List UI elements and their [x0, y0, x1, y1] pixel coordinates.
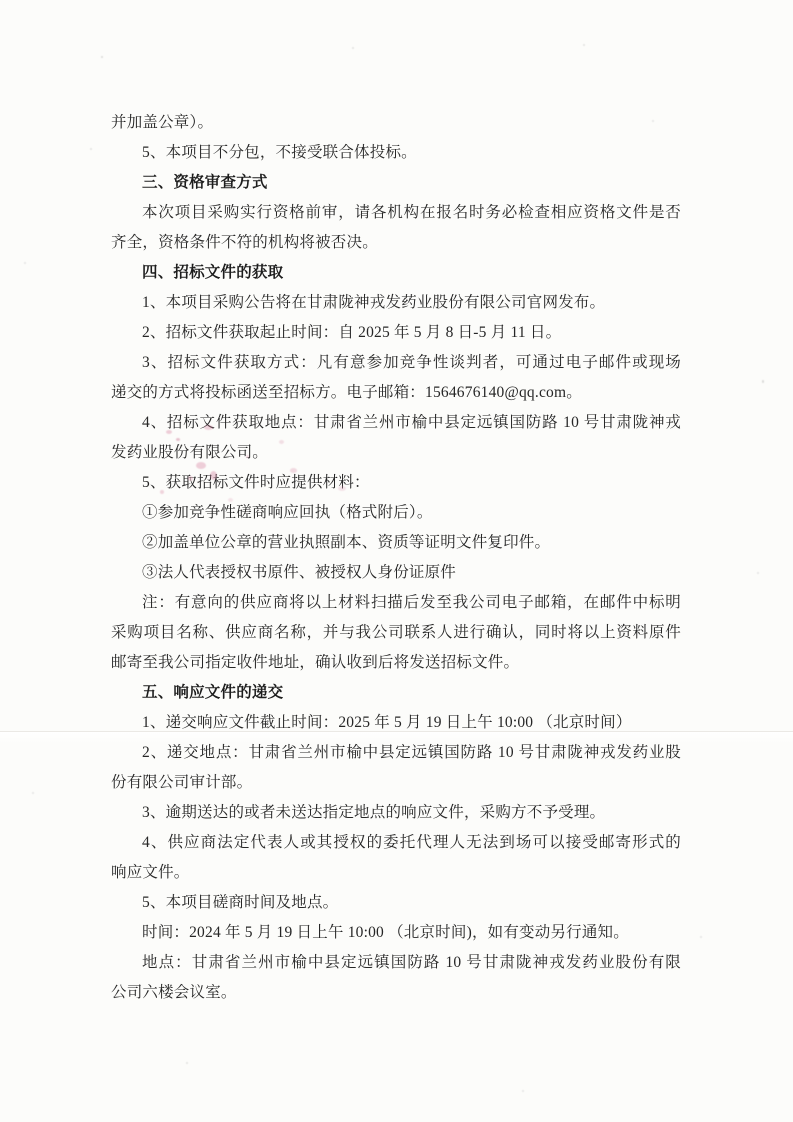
document-line: 5、本项目磋商时间及地点。 — [142, 894, 339, 911]
scan-speck — [101, 56, 103, 58]
document-line: 响应文件。 — [111, 864, 190, 881]
document-line: ②加盖单位公章的营业执照副本、资质等证明文件复印件。 — [142, 534, 551, 551]
scan-speck — [762, 380, 764, 383]
document-line: ①参加竞争性磋商响应回执（格式附后）。 — [142, 504, 433, 521]
document-line: 地点：甘肃省兰州市榆中县定远镇国防路 10 号甘肃陇神戎发药业股份有限 — [142, 954, 681, 971]
document-line: 邮寄至我公司指定收件地址，确认收到后将发送招标文件。 — [111, 654, 520, 671]
scan-speck — [757, 572, 759, 574]
document-line: 时间：2024 年 5 月 19 日上午 10:00 （北京时间)，如有变动另行通知。 — [142, 924, 629, 941]
document-line: 发药业股份有限公司。 — [111, 444, 269, 461]
document-line: 注：有意向的供应商将以上材料扫描后发至我公司电子邮箱，在邮件中标明 — [142, 594, 681, 611]
scan-speck — [583, 44, 585, 46]
document-line: 4、供应商法定代表人或其授权的委托代理人无法到场可以接受邮寄形式的 — [142, 834, 681, 851]
document-line: 2、招标文件获取起止时间：自 2025 年 5 月 8 日-5 月 11 日。 — [142, 324, 562, 341]
document-line: 3、逾期送达的或者未送达指定地点的响应文件，采购方不予受理。 — [142, 804, 606, 821]
document-line: 1、递交响应文件截止时间：2025 年 5 月 19 日上午 10:00 （北京时间） — [142, 714, 632, 731]
document-line: 本次项目采购实行资格前审，请各机构在报名时务必检查相应资格文件是否 — [142, 204, 681, 221]
section-heading: 三、资格审查方式 — [142, 174, 268, 191]
document-line: 3、招标文件获取方式：凡有意参加竞争性谈判者，可通过电子邮件或现场 — [142, 354, 681, 371]
document-line: 递交的方式将投标函送至招标方。电子邮箱：1564676140@qq.com。 — [111, 384, 582, 401]
document-line: 采购项目名称、供应商名称，并与我公司联系人进行确认，同时将以上资料原件 — [111, 624, 681, 641]
scan-speck — [186, 1062, 188, 1064]
document-line: 公司六楼会议室。 — [111, 984, 237, 1001]
section-heading: 五、响应文件的递交 — [142, 684, 284, 701]
document-line: 1、本项目采购公告将在甘肃陇神戎发药业股份有限公司官网发布。 — [142, 294, 606, 311]
document-line: 4、招标文件获取地点：甘肃省兰州市榆中县定远镇国防路 10 号甘肃陇神戎 — [142, 414, 681, 431]
document-line: 5、获取招标文件时应提供材料： — [142, 474, 370, 491]
document-line: 齐全，资格条件不符的机构将被否决。 — [111, 234, 378, 251]
scan-speck — [90, 148, 92, 150]
document-line: 并加盖公章）。 — [111, 114, 214, 131]
section-heading: 四、招标文件的获取 — [142, 264, 284, 281]
scan-speck — [352, 47, 354, 49]
document-line: 份有限公司审计部。 — [111, 774, 253, 791]
document-line: ③法人代表授权书原件、被授权人身份证原件 — [142, 564, 457, 581]
scan-speck — [32, 792, 34, 794]
scan-speck — [700, 936, 702, 938]
scan-speck — [24, 262, 26, 264]
document-line: 2、递交地点：甘肃省兰州市榆中县定远镇国防路 10 号甘肃陇神戎发药业股 — [142, 744, 681, 761]
document-line: 5、本项目不分包，不接受联合体投标。 — [142, 144, 417, 161]
document-body — [111, 108, 681, 1008]
scan-speck — [522, 1090, 524, 1092]
